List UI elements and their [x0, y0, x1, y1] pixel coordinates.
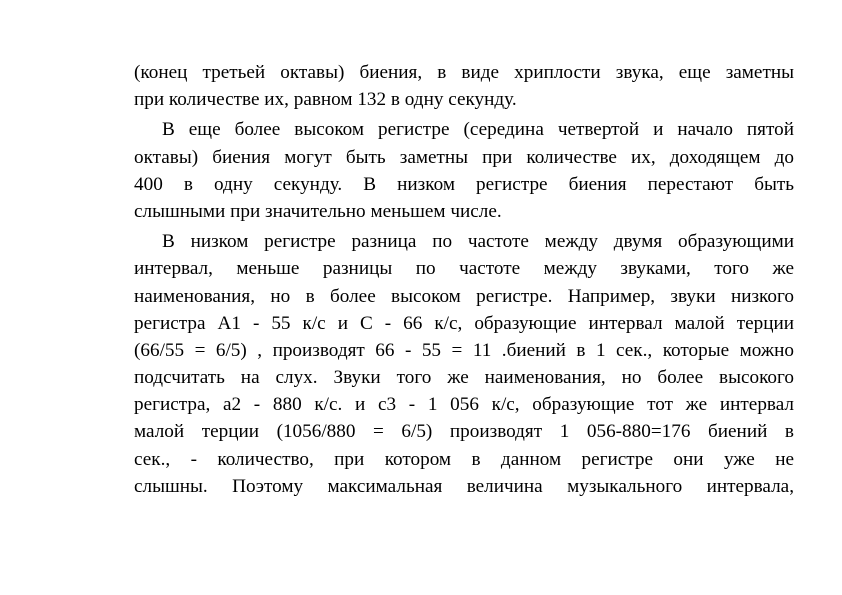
- text-line: слышны. Поэтому максимальная величина музыкального интервала,: [134, 475, 794, 497]
- body-text: [134, 59, 794, 500]
- text-line: малой терции (1056/880 = 6/5) производят 1 056-880=176 биений в: [134, 421, 794, 443]
- paragraph-1: [134, 59, 794, 113]
- text-line: регистра, а2 - 880 к/с. и с3 - 1 056 к/с, образующие тот же интервал: [134, 394, 794, 416]
- text-line: (конец третьей октавы) биения, в виде хриплости звука, еще заметны: [134, 62, 794, 83]
- text-line: (66/55 = 6/5) , производят 66 - 55 = 11 .биений в 1 сек., которые можно: [134, 339, 794, 361]
- text-line: подсчитать на слух. Звуки того же наименования, но более высокого: [134, 367, 794, 389]
- text-line: В низком регистре разница по частоте между двумя образующими: [162, 231, 794, 253]
- text-line: сек., - количество, при котором в данном регистре они уже не: [134, 448, 794, 470]
- text-line: В еще более высоком регистре (середина четвертой и начало пятой: [162, 119, 794, 141]
- paragraph-3: [134, 228, 794, 500]
- text-line: наименования, но в более высоком регистре. Например, звуки низкого: [134, 285, 794, 307]
- text-line: 400 в одну секунду. В низком регистре биения перестают быть: [134, 173, 794, 195]
- text-line: октавы) биения могут быть заметны при количестве их, доходящем до: [134, 146, 794, 168]
- text-line: при количестве их, равном 132 в одну секунду.: [134, 89, 517, 111]
- text-line: регистра А1 - 55 к/с и С - 66 к/с, образующие интервал малой терции: [134, 312, 794, 334]
- paragraph-2: [134, 116, 794, 225]
- text-line: интервал, меньше разницы по частоте между звуками, того же: [134, 258, 794, 280]
- text-line: слышными при значительно меньшем числе.: [134, 200, 502, 222]
